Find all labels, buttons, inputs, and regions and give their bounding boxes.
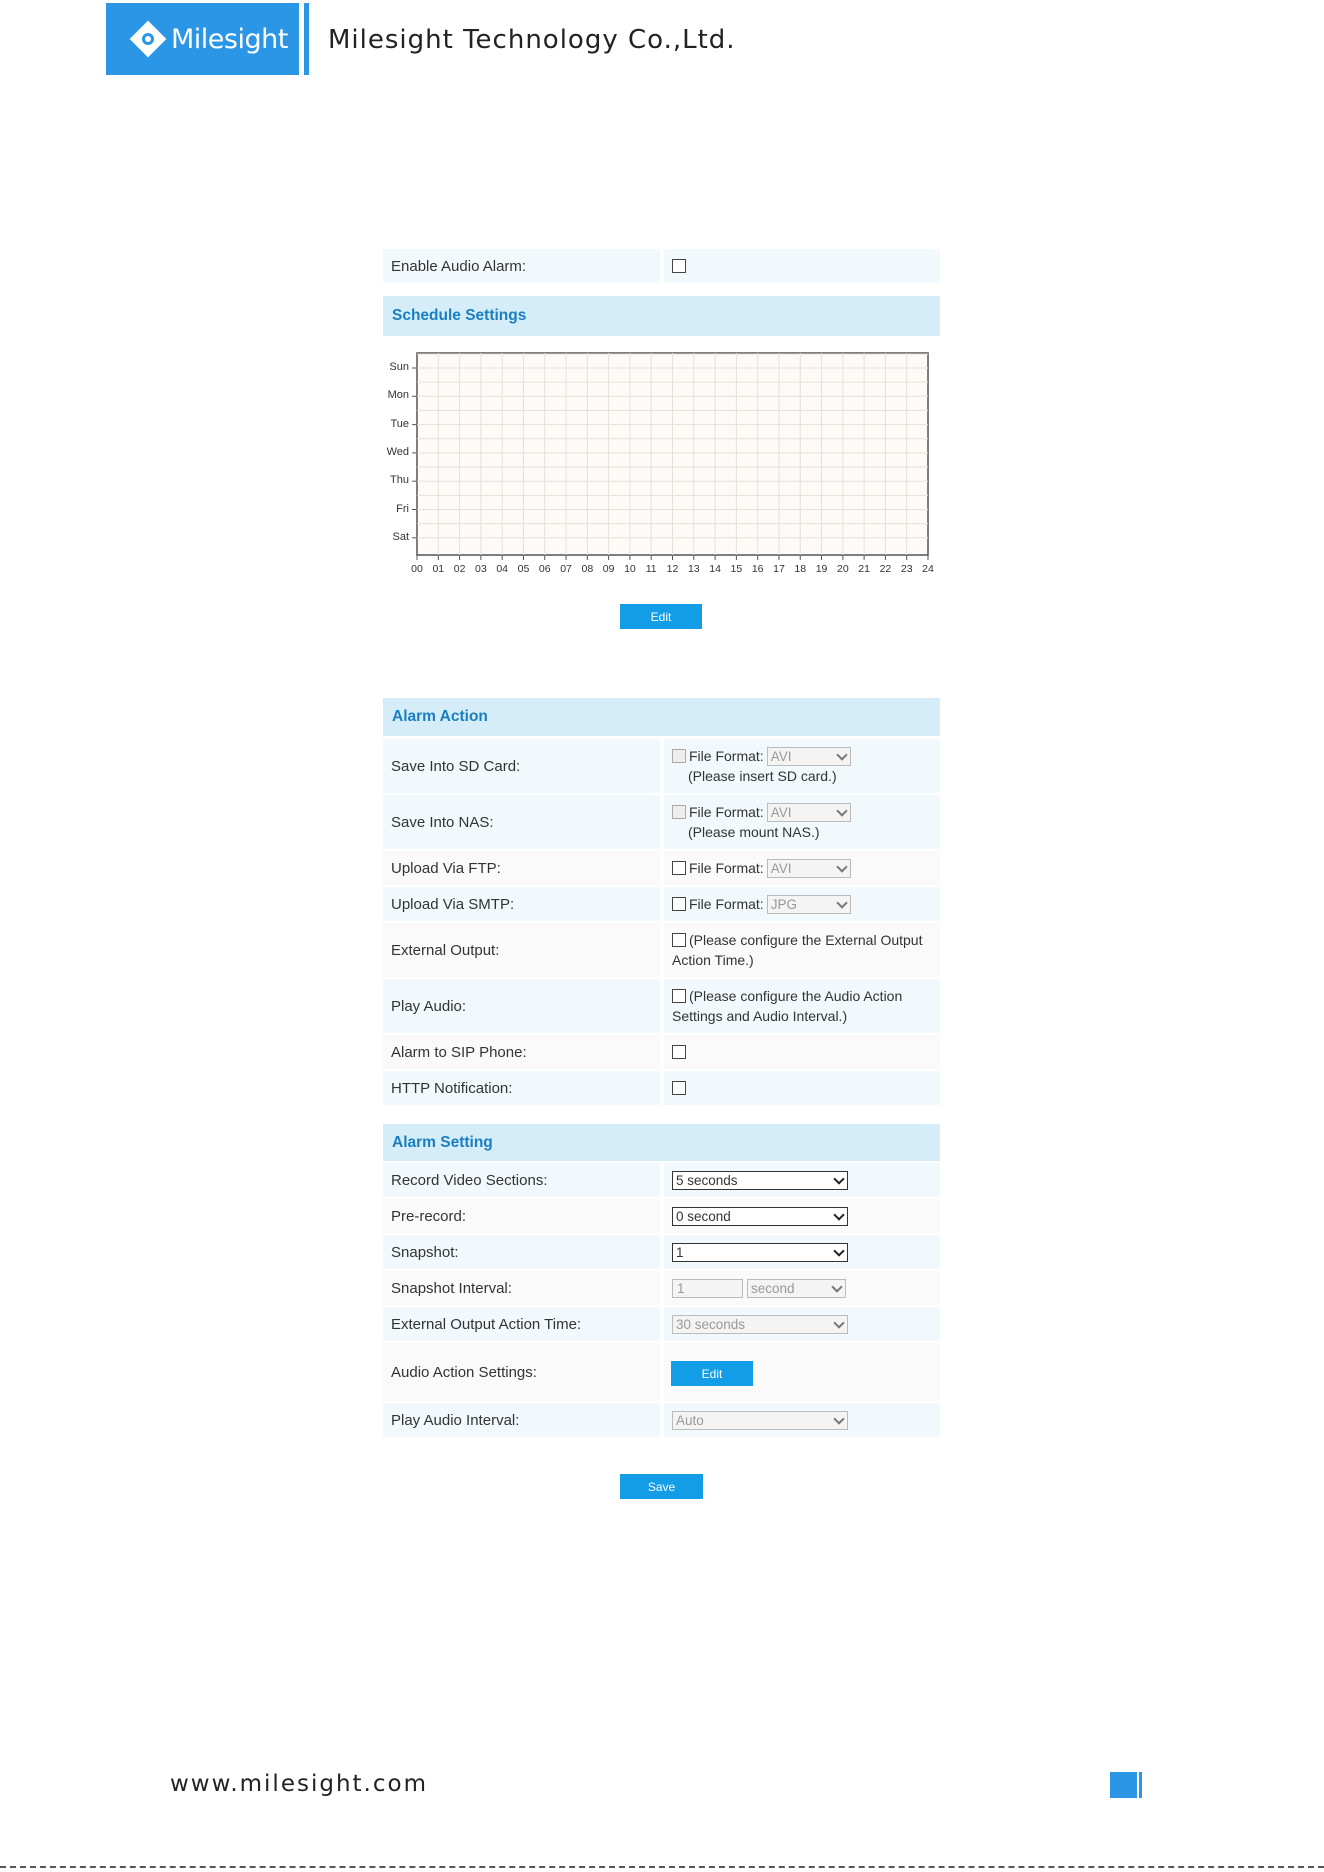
chevron-down-icon [831, 1281, 842, 1292]
hour-label-17: 17 [773, 563, 785, 575]
alarm-action-section [383, 698, 940, 1105]
ftp-format-select[interactable]: AVI [767, 859, 851, 878]
schedule-grid[interactable] [383, 340, 940, 585]
snapshot-label: Snapshot: [383, 1235, 660, 1269]
play-audio-note-2: Settings and Audio Interval.) [672, 1008, 848, 1024]
ftp-checkbox[interactable] [672, 861, 686, 875]
ftp-label: Upload Via FTP: [383, 851, 660, 885]
pre-record-select[interactable]: 0 second [672, 1207, 848, 1226]
sd-card-note: (Please insert SD card.) [688, 768, 837, 784]
chevron-down-icon [836, 861, 847, 872]
http-notification-row [383, 1071, 940, 1105]
enable-audio-alarm-row [383, 249, 940, 283]
hour-label-22: 22 [879, 563, 892, 575]
file-format-label: File Format: [689, 896, 764, 912]
hour-label-08: 08 [581, 563, 594, 575]
snapshot-interval-label: Snapshot Interval: [383, 1271, 660, 1305]
chevron-down-icon [836, 805, 847, 816]
sd-card-label: Save Into SD Card: [383, 739, 660, 793]
day-label-thu: Thu [390, 474, 409, 487]
hour-label-00: 00 [411, 563, 423, 575]
snapshot-interval-unit-select[interactable]: second [747, 1279, 846, 1298]
hour-label-10: 10 [624, 563, 636, 575]
audio-action-label: Audio Action Settings: [383, 1343, 660, 1401]
sd-card-checkbox[interactable] [672, 749, 686, 763]
enable-audio-alarm-section [383, 249, 940, 336]
day-label-tue: Tue [390, 417, 409, 430]
play-audio-interval-label: Play Audio Interval: [383, 1403, 660, 1437]
file-format-label: File Format: [689, 860, 764, 876]
footer-brand-bar [1139, 1772, 1142, 1798]
hour-label-01: 01 [432, 563, 445, 575]
milesight-logo-icon [131, 22, 165, 56]
ext-output-time-select[interactable]: 30 seconds [672, 1315, 848, 1334]
sip-phone-label: Alarm to SIP Phone: [383, 1035, 660, 1069]
schedule-settings-header: Schedule Settings [383, 296, 940, 336]
footer-url: www.milesight.com [170, 1771, 428, 1797]
header-divider [304, 3, 309, 75]
hour-label-12: 12 [666, 563, 679, 575]
http-notification-label: HTTP Notification: [383, 1071, 660, 1105]
hour-label-23: 23 [900, 563, 913, 575]
sip-phone-row [383, 1035, 940, 1069]
hour-label-14: 14 [709, 563, 721, 575]
snapshot-interval-row [383, 1271, 940, 1305]
smtp-checkbox[interactable] [672, 897, 686, 911]
snapshot-select[interactable]: 1 [672, 1243, 848, 1262]
nas-format-select[interactable]: AVI [767, 803, 851, 822]
hour-label-18: 18 [794, 563, 807, 575]
enable-audio-alarm-checkbox[interactable] [672, 259, 686, 273]
pre-record-label: Pre-record: [383, 1199, 660, 1233]
day-label-sat: Sat [392, 530, 409, 543]
sd-card-row [383, 739, 940, 793]
record-sections-label: Record Video Sections: [383, 1163, 660, 1197]
footer-brand-mark [1110, 1772, 1137, 1798]
schedule-chart[interactable] [383, 340, 940, 585]
hour-label-09: 09 [602, 563, 615, 575]
play-audio-row [383, 979, 940, 1033]
alarm-setting-header: Alarm Setting [383, 1124, 940, 1161]
ext-output-time-label: External Output Action Time: [383, 1307, 660, 1341]
hour-label-24: 24 [922, 563, 934, 575]
hour-label-04: 04 [496, 563, 508, 575]
day-label-fri: Fri [396, 502, 409, 515]
day-label-wed: Wed [386, 445, 409, 458]
hour-label-19: 19 [815, 563, 828, 575]
alarm-setting-section [383, 1124, 940, 1437]
logo-text: Milesight [171, 23, 288, 55]
external-output-label: External Output: [383, 923, 660, 977]
record-sections-row [383, 1163, 940, 1197]
hour-label-06: 06 [538, 563, 551, 575]
external-output-row [383, 923, 940, 977]
schedule-edit-button[interactable]: Edit [620, 604, 702, 629]
sd-card-format-select[interactable]: AVI [767, 747, 851, 766]
hour-label-21: 21 [858, 563, 870, 575]
chevron-down-icon [836, 749, 847, 760]
hour-label-05: 05 [517, 563, 530, 575]
hour-label-11: 11 [645, 563, 657, 575]
audio-action-edit-button[interactable]: Edit [671, 1361, 753, 1386]
hour-label-16: 16 [751, 563, 764, 575]
hour-label-03: 03 [475, 563, 487, 575]
file-format-label: File Format: [689, 748, 764, 764]
nas-label: Save Into NAS: [383, 795, 660, 849]
snapshot-interval-input[interactable]: 1 [672, 1279, 743, 1298]
sip-phone-checkbox[interactable] [672, 1045, 686, 1059]
file-format-label: File Format: [689, 804, 764, 820]
ext-output-time-row [383, 1307, 940, 1341]
ftp-row [383, 851, 940, 885]
external-output-note-2: Action Time.) [672, 952, 754, 968]
day-label-mon: Mon [387, 389, 409, 402]
play-audio-checkbox[interactable] [672, 989, 686, 1003]
enable-audio-alarm-label: Enable Audio Alarm: [383, 249, 660, 283]
chevron-down-icon [833, 1317, 844, 1328]
snapshot-row [383, 1235, 940, 1269]
smtp-row [383, 887, 940, 921]
company-name: Milesight Technology Co.,Ltd. [328, 25, 736, 55]
logo [106, 3, 299, 75]
day-label-sun: Sun [389, 361, 409, 373]
http-notification-checkbox[interactable] [672, 1081, 686, 1095]
chevron-down-icon [833, 1245, 844, 1256]
hour-label-07: 07 [560, 563, 572, 575]
save-button[interactable]: Save [620, 1474, 703, 1499]
record-sections-select[interactable]: 5 seconds [672, 1171, 848, 1190]
smtp-format-select[interactable]: JPG [767, 895, 851, 914]
smtp-label: Upload Via SMTP: [383, 887, 660, 921]
play-audio-interval-row [383, 1403, 940, 1437]
hour-label-20: 20 [836, 563, 849, 575]
audio-action-row [383, 1343, 940, 1401]
alarm-action-header: Alarm Action [383, 698, 940, 736]
chevron-down-icon [836, 897, 847, 908]
hour-label-13: 13 [687, 563, 700, 575]
external-output-checkbox[interactable] [672, 933, 686, 947]
chevron-down-icon [833, 1209, 844, 1220]
external-output-note-1: (Please configure the External Output [689, 932, 923, 948]
hour-label-02: 02 [453, 563, 466, 575]
nas-checkbox[interactable] [672, 805, 686, 819]
page-bottom-divider [0, 1866, 1324, 1868]
nas-row [383, 795, 940, 849]
nas-note: (Please mount NAS.) [688, 824, 820, 840]
hour-label-15: 15 [730, 563, 743, 575]
play-audio-note-1: (Please configure the Audio Action [689, 988, 903, 1004]
play-audio-label: Play Audio: [383, 979, 660, 1033]
chevron-down-icon [833, 1413, 844, 1424]
play-audio-interval-select[interactable]: Auto [672, 1411, 848, 1430]
pre-record-row [383, 1199, 940, 1233]
chevron-down-icon [833, 1173, 844, 1184]
